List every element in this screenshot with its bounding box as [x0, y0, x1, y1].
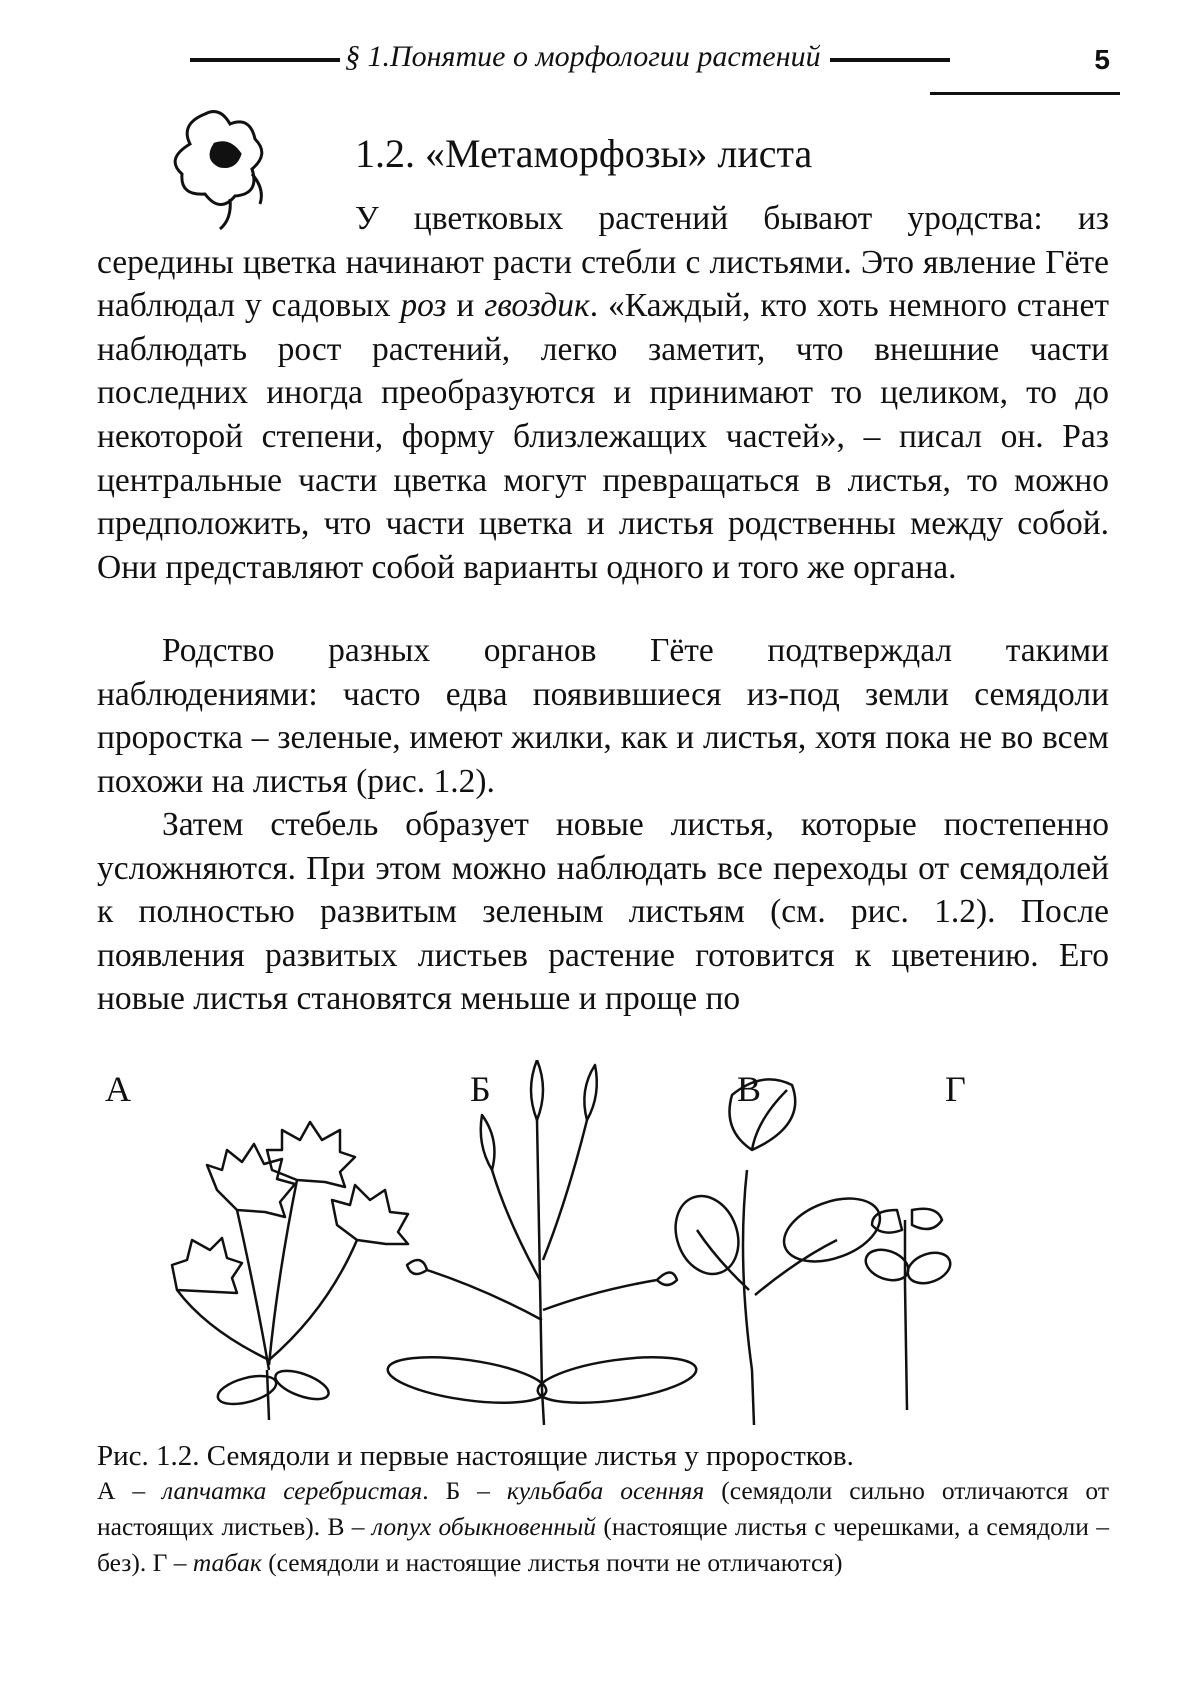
- p1-text-e: . «Каждый, кто хоть немного станет наблюдать рост растений, легко заметит, что внешние части последних иногда преобразуются и принимают то целиком, то до некоторой степени, форму близлежащих частей», – писал он. Раз центральные части цветка могут превращаться в листья, то можно предположить, что части цветка и листья родственны между собой. Они представляют собой варианты одного и того же органа.: [97, 287, 1109, 586]
- p1-text-c: и: [446, 287, 485, 325]
- caption-c-note: (настоящие листья с черешками, а семядоли – без). Г –: [97, 1512, 1110, 1577]
- cinquefoil-seedling: [172, 1122, 408, 1420]
- p1-term-roses: роз: [400, 287, 447, 325]
- caption-c-name: лопух обыкновенный: [371, 1512, 597, 1541]
- p1-text-a: У цветковых растений бывают уродства: из середины цветка начинают расти стебли с листьями. Это явление Гёте наблюдал у садовых: [97, 200, 1109, 325]
- caption-title: Рис. 1.2. Семядоли и первые настоящие листья у проростков.: [97, 1440, 854, 1472]
- section-title: 1.2. «Метаморфозы» листа: [355, 131, 813, 176]
- header-rule-left: [190, 58, 340, 62]
- figure-caption: [97, 1440, 1109, 1581]
- caption-a-name: лапчатка серебристая: [162, 1476, 423, 1505]
- burdock-seedling: [665, 1079, 888, 1425]
- p3-text: Затем стебель образует новые листья, которые постепенно усложняются. При этом можно наблюдать все переходы от семядолей к полностью развитым зеленым листьям (см. рис. 1.2). После появления развитых листьев растение готовится к цветению. Его новые листья становятся меньше и проще по: [97, 806, 1109, 1018]
- p1-term-carnations: гвоздик: [484, 287, 590, 325]
- caption-b-note: (семядоли сильно отличаются от настоящих листьев). В –: [97, 1476, 1109, 1541]
- caption-b-name: кульбаба осенняя: [506, 1476, 705, 1505]
- page-number-rule: [930, 92, 1120, 95]
- caption-d-name: табак: [192, 1548, 262, 1577]
- hawkbit-seedling: [385, 1060, 699, 1425]
- label-d: Г: [945, 1069, 966, 1109]
- paragraph-3: [97, 803, 1109, 1021]
- tobacco-seedling: [862, 1209, 955, 1410]
- header-rule-right: [830, 58, 950, 62]
- caption-b-prefix: . Б –: [422, 1476, 507, 1505]
- figure-seedlings: [97, 1060, 1109, 1430]
- paragraph-2: [97, 629, 1109, 803]
- label-a: А: [105, 1069, 131, 1109]
- running-header: [190, 40, 1090, 90]
- p2-text: Родство разных органов Гёте подтверждал такими наблюдениями: часто едва появившиеся из-под земли семядоли проростка – зеленые, имеют жилки, как и листья, хотя пока не во всем похожи на листья (рис. 1.2).: [97, 632, 1109, 800]
- caption-text: [97, 1473, 1109, 1581]
- figure-drawing: [97, 1060, 1109, 1430]
- paragraph-1: [97, 197, 1109, 589]
- caption-d-note: (семядоли и настоящие листья почти не отличаются): [261, 1548, 843, 1577]
- running-title: § 1.Понятие о морфологии растений: [345, 40, 821, 73]
- page-number: 5: [1094, 44, 1110, 75]
- label-c: В: [737, 1069, 762, 1109]
- label-b: Б: [470, 1069, 491, 1109]
- caption-a-prefix: А –: [97, 1476, 163, 1505]
